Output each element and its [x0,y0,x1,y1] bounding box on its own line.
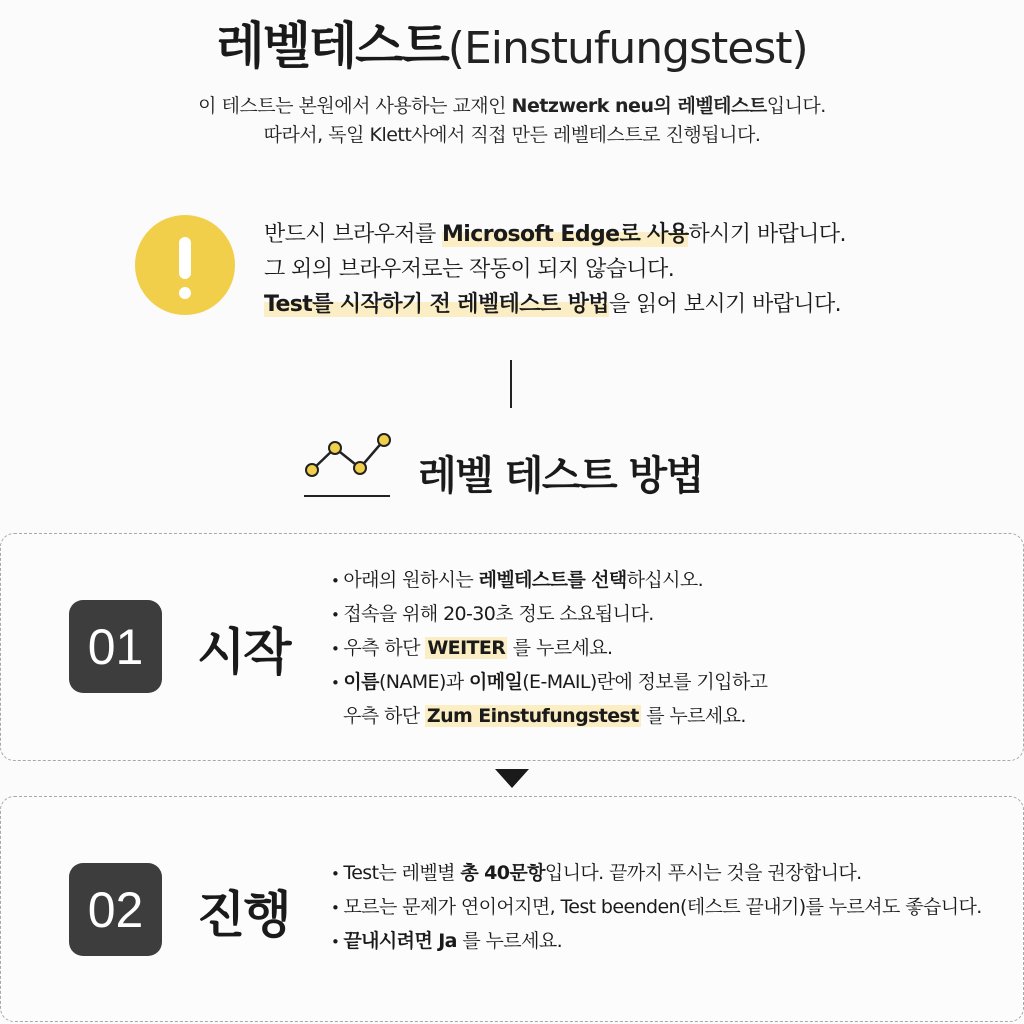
step-title: 시작 [197,623,290,681]
page-title [0,6,1024,78]
item-text: 우측 하단 [343,705,425,727]
warning-text-c: 을 읽어 보시기 바랍니다. [608,292,842,317]
list-item: • 모르는 문제가 연이어지면, Test beenden(테스트 끝내기)를 누르셔도 좋습니다. [331,891,982,925]
warning-text-a: 반드시 브라우저를 [264,222,443,247]
list-item [331,666,767,700]
item-text: (E-MAIL)란에 정보를 기입하고 [522,671,768,693]
list-item [331,632,767,666]
method-title: 레벨 테스트 방법 [418,453,703,499]
list-item [331,700,767,734]
item-text: 우측 하단 [343,637,426,659]
step-number: 02 [69,863,162,956]
divider-line [510,360,512,408]
step-list [331,857,982,959]
line-chart-icon [300,430,395,500]
item-bold: 이메일 [468,671,523,693]
item-bold: 이름 [343,671,379,693]
item-text: 하십시오. [626,569,704,591]
step-number: 01 [69,600,162,693]
title-korean: 레벨테스트 [216,17,448,75]
item-text: Test는 레벨별 [343,862,461,884]
list-item [331,925,982,959]
warning-line-2: 그 외의 브라우저로는 작동이 되지 않습니다. [264,257,675,282]
intro-text-b: 입니다. [766,95,826,117]
ja-label: Ja [432,930,457,952]
warning-browser: Microsoft Edge로 사용 [442,222,689,247]
item-bold: 총 40문항 [460,862,545,884]
warning-method: Test를 시작하기 전 레벨테스트 방법 [264,292,609,317]
warning-line-3 [264,287,904,322]
down-arrow-icon [495,769,529,788]
list-item [331,564,767,598]
intro-text [0,92,1024,150]
list-item [331,857,982,891]
warning-text [264,217,904,322]
item-text: 를 누르세요. [507,637,613,659]
step-title: 진행 [197,886,290,944]
step-box-progress [0,796,1024,1022]
intro-line-2: 따라서, 독일 Klett사에서 직접 만든 레벨테스트로 진행됩니다. [263,124,761,146]
item-bold: 끝내시려면 [343,930,433,952]
warning-text-b: 하시기 바랍니다. [688,222,846,247]
warning-line-1 [264,217,904,252]
intro-line-1 [0,92,1024,121]
item-text: 를 누르세요. [640,705,746,727]
step-box-start [0,533,1024,761]
item-text: 입니다. 끝까지 푸시는 것을 권장합니다. [544,862,862,884]
title-german: (Einstufungstest) [447,23,808,74]
exclamation-icon [135,215,235,315]
einstufungstest-label: Zum Einstufungstest [426,705,639,727]
weiter-label: WEITER [427,637,506,659]
intro-text-a: 이 테스트는 본원에서 사용하는 교재인 [198,95,512,117]
item-text: (NAME)과 [378,671,469,693]
step-list [331,564,767,734]
list-item: • 접속을 위해 20-30초 정도 소요됩니다. [331,598,767,632]
item-bold: 레벨테스트를 선택 [478,569,627,591]
intro-textbook: Netzwerk neu의 레벨테스트 [511,95,767,117]
item-text: 아래의 원하시는 [343,569,479,591]
item-text: 를 누르세요. [456,930,563,952]
